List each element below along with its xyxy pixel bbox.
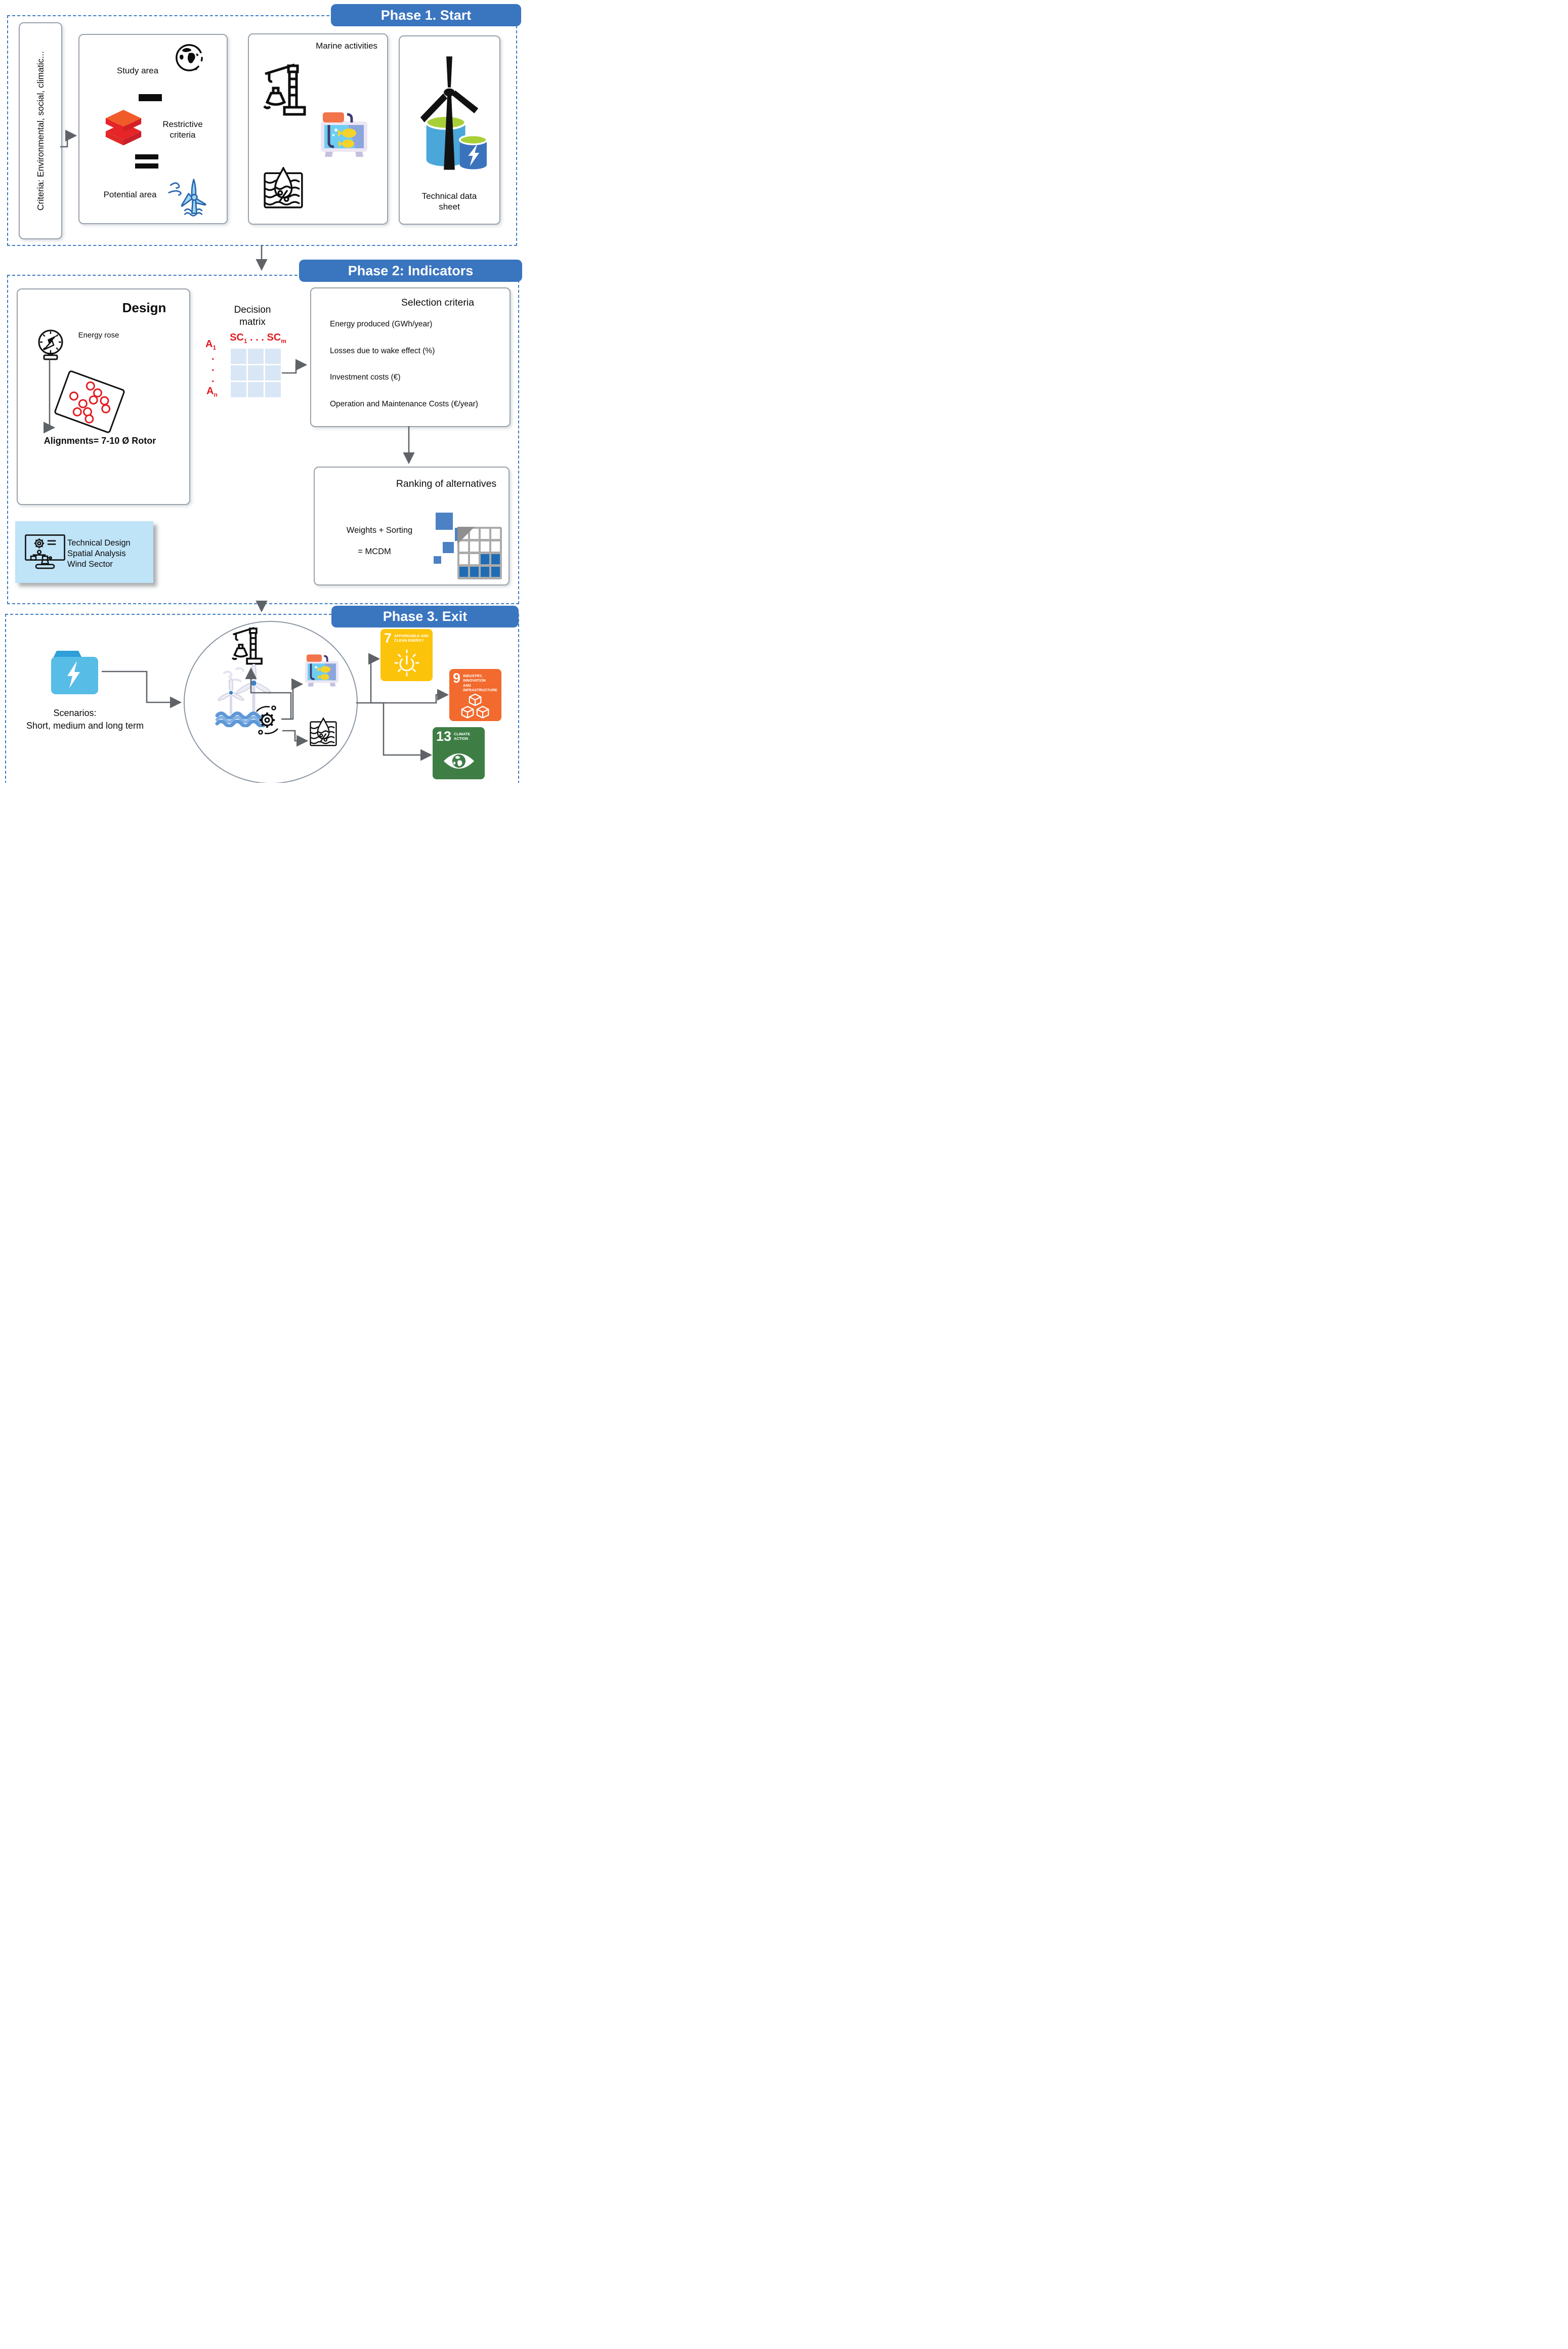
aquarium-icon-small (304, 654, 340, 687)
energy-folder-icon (48, 650, 101, 695)
monitor-icon (24, 533, 66, 571)
weights-sorting-label: Weights + Sorting (346, 526, 413, 535)
aquarium-icon (319, 111, 369, 158)
layers-icon (105, 109, 142, 148)
phase1-header (331, 4, 521, 26)
matrix-row-last: $A_n$ (206, 386, 218, 398)
selection-item: Energy produced (GWh/year) (330, 320, 433, 328)
matrix-col-header: $SC_1$ . . . $SC_m$ (230, 332, 286, 345)
selection-criteria-box (310, 287, 511, 427)
potential-area-label: Potential area (103, 190, 157, 199)
marine-title: Marine activities (316, 41, 377, 51)
phase3-title: Phase 3. Exit (383, 609, 468, 624)
marine-activities-box (248, 33, 388, 225)
sdg7-label: AFFORDABLE AND CLEAN ENERGY (394, 634, 429, 643)
decision-matrix-grid (231, 349, 281, 397)
globe-icon (175, 43, 204, 72)
technical-title: Technical data sheet (421, 191, 477, 212)
matrix-row-first: $A_1$ (205, 339, 217, 351)
decision-matrix-title: Decision matrix (234, 305, 271, 327)
compass-icon (37, 329, 64, 360)
minus-icon (139, 94, 162, 101)
sdg13-number: 13 (436, 729, 452, 744)
sdg-card-7 (380, 629, 433, 681)
technical-data-box (399, 35, 500, 225)
restrictive-criteria-label: Restrictive criteria (162, 119, 203, 140)
note-line: Spatial Analysis (67, 549, 126, 558)
turbine-dot (68, 390, 79, 402)
sdg13-label: CLIMATE ACTION (454, 732, 471, 741)
port-crane-icon-small (230, 623, 267, 666)
scenarios-label-line1: Scenarios: (53, 708, 97, 718)
design-box (17, 288, 190, 505)
sdg-card-9 (449, 669, 501, 721)
selection-title: Selection criteria (401, 297, 475, 308)
matrix-row-dots: . . . (211, 351, 215, 385)
energy-rose-label: Energy rose (78, 331, 119, 340)
sdg-card-13 (433, 727, 485, 779)
selection-item: Investment costs (€) (330, 373, 401, 382)
methodology-diagram (0, 0, 523, 783)
turbine-energy-icon (412, 52, 487, 178)
alignments-label: Alignments= 7-10 Ø Rotor (44, 436, 156, 446)
phase1-title: Phase 1. Start (380, 7, 472, 23)
note-line: Technical Design (67, 538, 131, 548)
design-title: Design (122, 300, 166, 315)
study-area-box (78, 34, 228, 224)
port-crane-icon (262, 58, 311, 118)
selection-item: Operation and Maintenance Costs (€/year) (330, 400, 478, 408)
offshore-turbine-icon (167, 177, 206, 218)
water-percentage-icon-small (309, 718, 338, 747)
sdg7-number: 7 (384, 631, 392, 646)
sdg9-number: 9 (453, 670, 461, 686)
sun-power-icon (380, 645, 433, 681)
tech-note (15, 521, 153, 583)
phase2-title: Phase 2: Indicators (348, 263, 474, 278)
scenarios-label-line2: Short, medium and long term (26, 721, 144, 731)
sdg9-label: INDUSTRY, INNOVATION AND INFRASTRUCTURE (463, 674, 497, 693)
ranking-box (314, 467, 510, 585)
note-line: Wind Sector (67, 560, 113, 569)
cubes-icon (449, 692, 501, 721)
ranking-title: Ranking of alternatives (396, 478, 497, 489)
selection-item: Losses due to wake effect (%) (330, 347, 435, 355)
gear-icon (251, 703, 283, 735)
phase2-header (299, 260, 522, 282)
study-area-label: Study area (116, 66, 159, 75)
ranking-grid-icon (434, 510, 502, 580)
phase3-header (331, 606, 519, 627)
eye-globe-icon (433, 743, 485, 779)
wind-farm-layout (54, 370, 125, 434)
criteria-label: Criteria: Environmental, social, climatic... (35, 51, 46, 211)
criteria-box (19, 22, 62, 239)
water-percentage-icon (262, 167, 305, 209)
mcdm-label: = MCDM (358, 547, 391, 556)
